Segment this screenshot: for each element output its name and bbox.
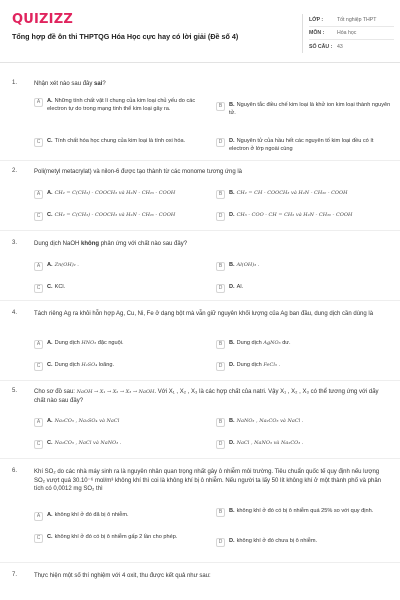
- option-label: A.: [47, 512, 53, 518]
- option-label: C.: [47, 284, 53, 290]
- option-label: A.: [47, 418, 53, 424]
- question-1: [0, 80, 400, 158]
- option-a[interactable]: [34, 340, 212, 349]
- option-label: D.: [229, 284, 235, 290]
- option-a[interactable]: [34, 98, 212, 113]
- question-text: Khí SO₂ do các nhà máy sinh ra là nguyên nhân quan trọng nhất gây ô nhiễm môi trường. Tiêu chuẩn quốc tế quy định nếu lượng SO₂ vượt quá 30.10⁻⁶ mol/m³ không khí thì coi là không khí bị ô nhiễm. Nếu người ta lấy 50 lít không khí ở một thành phố và phân tích có 0,0012 mg SO₂ thì: [34, 469, 381, 493]
- option-formula: CH₂ = C(CH₃) - COOCH₃ và H₂N - CH₂₆ - COOH: [54, 212, 176, 218]
- option-a[interactable]: [34, 418, 212, 427]
- option-b[interactable]: [216, 190, 398, 199]
- option-formula: NaNO₃ , Na₂CO₃ và NaCl .: [236, 418, 304, 424]
- question-text: Poli(metyl metacrylat) và nilon-6 được tạo thành từ các monome tương ứng là: [34, 169, 243, 175]
- option-marker: D: [216, 538, 225, 547]
- option-marker: B: [216, 508, 225, 517]
- option-text: dư.: [280, 340, 291, 346]
- option-label: D.: [229, 138, 235, 144]
- option-c[interactable]: [34, 212, 214, 221]
- option-b[interactable]: [216, 418, 392, 427]
- question-number: 5.: [12, 388, 18, 394]
- meta-row-class: [309, 14, 394, 27]
- question-number: 1.: [12, 80, 18, 86]
- option-marker: B: [216, 190, 225, 199]
- question-text: [34, 388, 389, 405]
- option-label: C.: [47, 362, 53, 368]
- option-marker: B: [216, 262, 225, 271]
- option-formula: Na₂CO₃ , NaCl và NaNO₃ .: [54, 440, 122, 446]
- option-d[interactable]: [216, 138, 392, 153]
- option-text: không khí ở đó đã bị ô nhiễm.: [54, 512, 129, 518]
- question-text: Thực hiện một số thí nghiệm với 4 oxit, thu được kết quả như sau:: [34, 573, 211, 579]
- option-label: D.: [229, 212, 235, 218]
- header-divider: [0, 62, 400, 63]
- question-7: [0, 572, 400, 592]
- option-marker: A: [34, 262, 43, 271]
- option-marker: C: [34, 440, 43, 449]
- question-text: [34, 80, 389, 89]
- option-text: KCl.: [54, 284, 66, 290]
- option-text: không khí ở đó có bị ô nhiễm gấp 2 lần cho phép.: [54, 534, 178, 540]
- option-label: A.: [47, 190, 53, 196]
- option-formula: NaCl , NaNO₃ và Na₂CO₃ .: [236, 440, 304, 446]
- option-label: B.: [229, 340, 235, 346]
- question-text: Tách riêng Ag ra khỏi hỗn hợp Ag, Cu, Ni, Fe ở dạng bột mà vẫn giữ nguyên khối lượng của Ag ban đầu, dung dịch cần dùng là: [34, 311, 374, 317]
- option-label: C.: [47, 534, 53, 540]
- option-label: A.: [47, 340, 53, 346]
- option-formula: Zn(OH)₂ .: [54, 262, 79, 268]
- question-2: [0, 168, 400, 228]
- option-text: không khí ở đó có bị ô nhiễm quá 25% so với quy định.: [236, 508, 374, 514]
- option-text: Dung dịch: [54, 340, 82, 346]
- option-d[interactable]: [216, 284, 392, 293]
- option-text: Tính chất hóa học chung của kim loại là tính oxi hóa.: [54, 138, 186, 144]
- question-3: [0, 240, 400, 300]
- option-marker: D: [216, 212, 225, 221]
- option-marker: A: [34, 190, 43, 199]
- meta-panel: [302, 14, 394, 53]
- question-number: 7.: [12, 572, 18, 578]
- option-text: Những tính chất vật lí chung của kim loại chủ yếu do các electron tự do trong mạng tinh thể kim loại gây ra.: [47, 98, 196, 112]
- option-marker: C: [34, 284, 43, 293]
- option-label: B.: [229, 190, 235, 196]
- question-separator: [0, 230, 400, 231]
- option-label: B.: [229, 418, 235, 424]
- option-text: loãng.: [97, 362, 115, 368]
- option-text: Dung dịch: [236, 362, 264, 368]
- meta-value: Hóa học: [337, 30, 357, 36]
- option-marker: D: [216, 440, 225, 449]
- option-text: Nguyên tắc điều chế kim loại là khử ion kim loại thành nguyên tử.: [229, 102, 391, 116]
- option-a[interactable]: [34, 262, 212, 271]
- option-c[interactable]: [34, 440, 212, 449]
- question-6: [0, 468, 400, 560]
- question-number: 4.: [12, 310, 18, 316]
- option-c[interactable]: [34, 362, 212, 371]
- option-c[interactable]: [34, 534, 212, 543]
- option-marker: B: [216, 102, 225, 111]
- question-text-bold: sai: [94, 81, 103, 87]
- option-formula: H₂SO₄: [81, 362, 98, 368]
- option-marker: A: [34, 512, 43, 521]
- option-marker: C: [34, 138, 43, 147]
- option-b[interactable]: [216, 102, 392, 117]
- option-marker: D: [216, 138, 225, 147]
- question-text-bold: không: [81, 241, 100, 247]
- option-d[interactable]: [216, 362, 392, 371]
- option-d[interactable]: [216, 440, 392, 449]
- option-label: D.: [229, 440, 235, 446]
- question-text-part: ?: [102, 81, 106, 87]
- option-c[interactable]: [34, 138, 212, 147]
- question-text-part: phản ứng với chất nào sau đây?: [99, 241, 188, 247]
- option-formula: Na₂CO₃ , Na₂SO₄ và NaCl: [54, 418, 120, 424]
- option-text: Dung dịch: [236, 340, 264, 346]
- option-marker: A: [34, 98, 43, 107]
- option-label: A.: [47, 262, 53, 268]
- option-text: Dung dịch: [54, 362, 82, 368]
- option-label: C.: [47, 212, 53, 218]
- question-formula: NaOH → X₁ → X₂ → X₃ → NaOH: [76, 389, 155, 395]
- question-separator: [0, 458, 400, 459]
- meta-row-count: [309, 40, 394, 53]
- option-b[interactable]: [216, 340, 392, 349]
- option-formula: AgNO₃: [263, 340, 281, 346]
- question-text-part: Nhận xét nào sau đây: [34, 81, 95, 87]
- option-label: B.: [229, 102, 235, 108]
- question-5: [0, 388, 400, 456]
- option-formula: Al(OH)₃ .: [236, 262, 260, 268]
- option-formula: HNO₃: [81, 340, 97, 346]
- question-text-part: Dung dịch NaOH: [34, 241, 82, 247]
- question-number: 6.: [12, 468, 18, 474]
- meta-value: Tốt nghiệp THPT: [337, 17, 377, 23]
- option-a[interactable]: [34, 190, 214, 199]
- meta-row-subject: [309, 27, 394, 40]
- option-text: đặc nguội.: [96, 340, 124, 346]
- option-marker: A: [34, 418, 43, 427]
- question-separator: [0, 300, 400, 301]
- page-title: Tổng hợp đề ôn thi THPTQG Hóa Học cực hay có lời giải (Đề số 4): [12, 32, 239, 41]
- option-marker: C: [34, 534, 43, 543]
- option-marker: A: [34, 340, 43, 349]
- option-b[interactable]: [216, 508, 392, 517]
- header: [0, 0, 400, 60]
- question-number: 3.: [12, 240, 18, 246]
- question-text-part: . Với X₁ , X₂ , X₃ là các hợp chất của natri. Vậy X₁ , X₂ , X₃ có thể tương ứng với dãy chất nào sau đây?: [34, 389, 379, 404]
- option-text: Al.: [236, 284, 244, 290]
- option-label: C.: [47, 138, 53, 144]
- option-formula: CH₂ = C(CH₃) - COOCH₃ và H₂N - CH₂₅ - COOH: [54, 190, 176, 196]
- option-d[interactable]: [216, 538, 392, 547]
- question-separator: [0, 380, 400, 381]
- question-separator: [0, 160, 400, 161]
- option-marker: B: [216, 340, 225, 349]
- option-label: B.: [229, 508, 235, 514]
- option-label: D.: [229, 362, 235, 368]
- option-marker: C: [34, 362, 43, 371]
- option-label: D.: [229, 538, 235, 544]
- option-marker: B: [216, 418, 225, 427]
- quizizz-logo: QUIZIZZ: [12, 12, 73, 27]
- option-a[interactable]: [34, 512, 212, 521]
- meta-value: 43: [337, 43, 343, 50]
- meta-key: SỐ CÂU :: [309, 43, 333, 50]
- option-text: không khí ở đó chưa bị ô nhiễm.: [236, 538, 318, 544]
- option-formula: CH₂ = CH - COOCH₃ và H₂N - CH₂₆ - COOH: [236, 190, 348, 196]
- option-d[interactable]: [216, 212, 398, 221]
- option-text: Nguyên tử của hầu hết các nguyên tố kim loại đều có ít electron ở lớp ngoài cùng: [229, 138, 374, 152]
- option-marker: D: [216, 284, 225, 293]
- question-4: [0, 310, 400, 378]
- option-b[interactable]: [216, 262, 392, 271]
- option-marker: D: [216, 362, 225, 371]
- question-text-part: Cho sơ đồ sau:: [34, 389, 77, 395]
- option-formula: CH₃ - COO - CH = CH₂ và H₂N - CH₂₆ - COOH: [236, 212, 353, 218]
- option-formula: FeCl₃ .: [263, 362, 281, 368]
- option-c[interactable]: [34, 284, 212, 293]
- question-text: [34, 240, 389, 249]
- meta-key: LỚP :: [309, 17, 324, 23]
- option-label: B.: [229, 262, 235, 268]
- option-label: A.: [47, 98, 53, 104]
- question-separator: [0, 562, 400, 563]
- question-number: 2.: [12, 168, 18, 174]
- option-label: C.: [47, 440, 53, 446]
- option-marker: C: [34, 212, 43, 221]
- meta-key: MÔN :: [309, 30, 325, 36]
